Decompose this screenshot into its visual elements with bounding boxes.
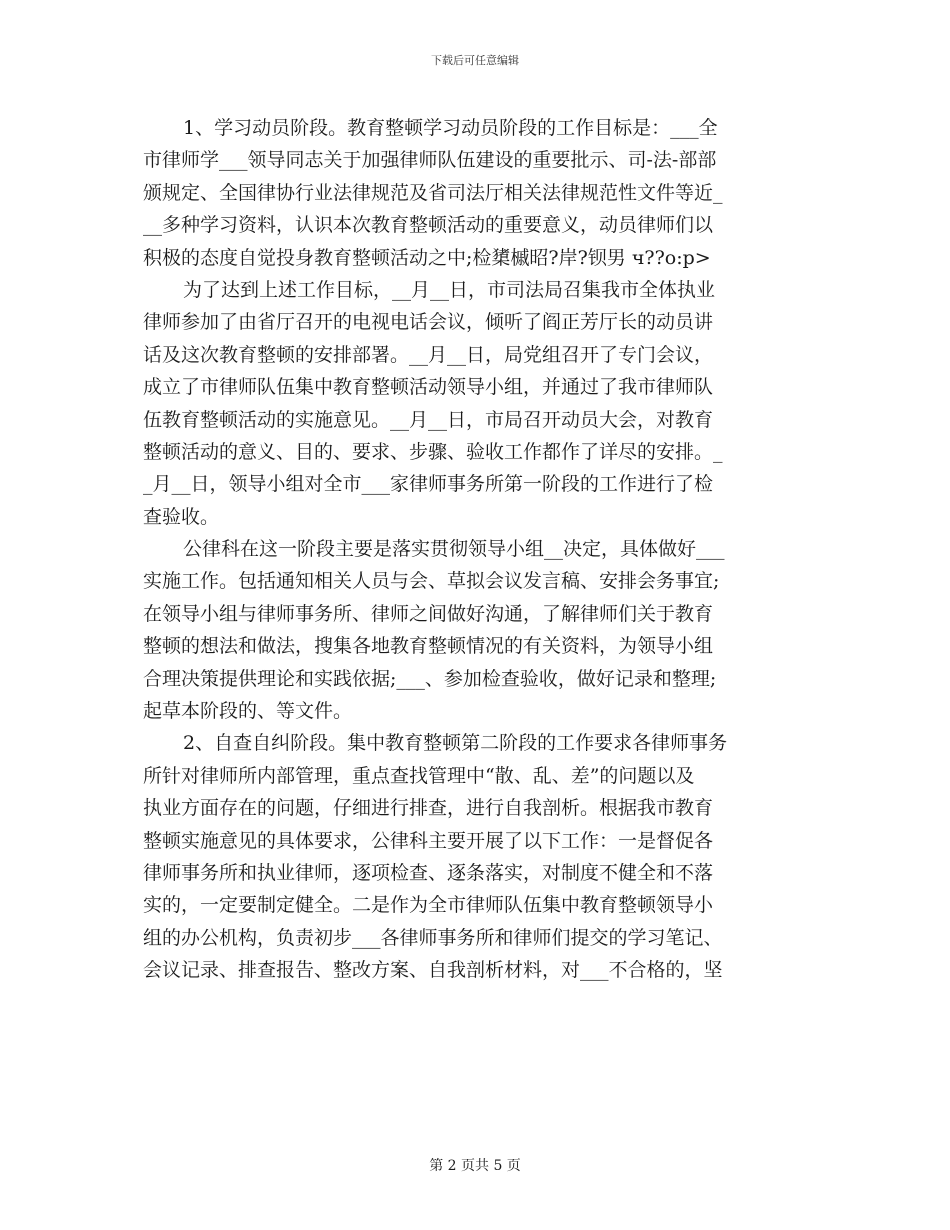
paragraph-4-line-8: 会议记录、排查报告、整改方案、自我剖析材料，对___不合格的，坚: [143, 959, 723, 982]
paragraph-4-line-5: 律师事务所和执业律师，逐项检查、逐条落实，对制度不健全和不落: [143, 861, 714, 884]
paragraph-1-line-2: 市律师学___领导同志关于加强律师队伍建设的重要批示、司-法-部部: [143, 149, 717, 172]
paragraph-3-line-2: 实施工作。包括通知相关人员与会、草拟会议发言稿、安排会务事宜;: [143, 570, 720, 593]
document-body: [143, 112, 803, 987]
paragraph-1-line-3: 颁规定、全国律协行业法律规范及省司法厅相关法律规范性文件等近_: [143, 181, 723, 204]
paragraph-1-line-4: __多种学习资料，认识本次教育整顿活动的重要意义，动员律师们以: [143, 214, 714, 237]
paragraph-2-line-7: _月__日，领导小组对全市___家律师事务所第一阶段的工作进行了检: [143, 473, 714, 496]
paragraph-1-line-1: 1、学习动员阶段。教育整顿学习动员阶段的工作目标是：___全: [183, 117, 718, 139]
paragraph-1-line-5: 积极的态度自觉投身教育整顿活动之中;检橥槭昭?岸?钡男 ч??o:p>: [143, 246, 711, 269]
paragraph-2-line-3: 话及这次教育整顿的安排部署。__月__日，局党组召开了专门会议，: [143, 343, 714, 366]
paragraph-2-line-6: 整顿活动的意义、目的、要求、步骤、验收工作都作了详尽的安排。_: [143, 440, 723, 463]
paragraph-3-line-3: 在领导小组与律师事务所、律师之间做好沟通，了解律师们关于教育: [143, 602, 714, 625]
paragraph-4-line-3: 执业方面存在的问题，仔细进行排查，进行自我剖析。根据我市教育: [143, 797, 714, 820]
paragraph-4-line-2: 所针对律师所内部管理，重点查找管理中“散、乱、差”的问题以及: [143, 764, 695, 787]
paragraph-2-line-5: 伍教育整顿活动的实施意见。__月__日，市局召开动员大会，对教育: [143, 408, 714, 431]
paragraph-4-line-4: 整顿实施意见的具体要求，公律科主要开展了以下工作：一是督促各: [143, 829, 714, 852]
page-header: 下载后可任意编辑: [431, 54, 519, 67]
paragraph-3-line-6: 起草本阶段的、等文件。: [143, 700, 353, 723]
paragraph-3-line-4: 整顿的想法和做法，搜集各地教育整顿情况的有关资料，为领导小组: [143, 635, 714, 658]
paragraph-2-line-4: 成立了市律师队伍集中教育整顿活动领导小组，并通过了我市律师队: [143, 376, 714, 399]
paragraph-3-line-1: 公律科在这一阶段主要是落实贯彻领导小组__决定，具体做好___: [183, 538, 725, 561]
paragraph-4-line-6: 实的，一定要制定健全。二是作为全市律师队伍集中教育整顿领导小: [143, 894, 714, 917]
paragraph-4-line-1: 2、自查自纠阶段。集中教育整顿第二阶段的工作要求各律师事务: [183, 732, 728, 755]
paragraph-4-line-7: 组的办公机构，负责初步___各律师事务所和律师们提交的学习笔记、: [143, 926, 723, 949]
paragraph-2-line-2: 律师参加了由省厅召开的电视电话会议，倾听了阎正芳厅长的动员讲: [143, 311, 714, 334]
page-footer: 第 2 页共 5 页: [429, 1158, 521, 1174]
paragraph-2-line-8: 查验收。: [143, 505, 220, 528]
paragraph-3-line-5: 合理决策提供理论和实践依据;___、参加检查验收，做好记录和整理;: [143, 667, 717, 690]
paragraph-2-line-1: 为了达到上述工作目标，__月__日，市司法局召集我市全体执业: [183, 278, 716, 301]
